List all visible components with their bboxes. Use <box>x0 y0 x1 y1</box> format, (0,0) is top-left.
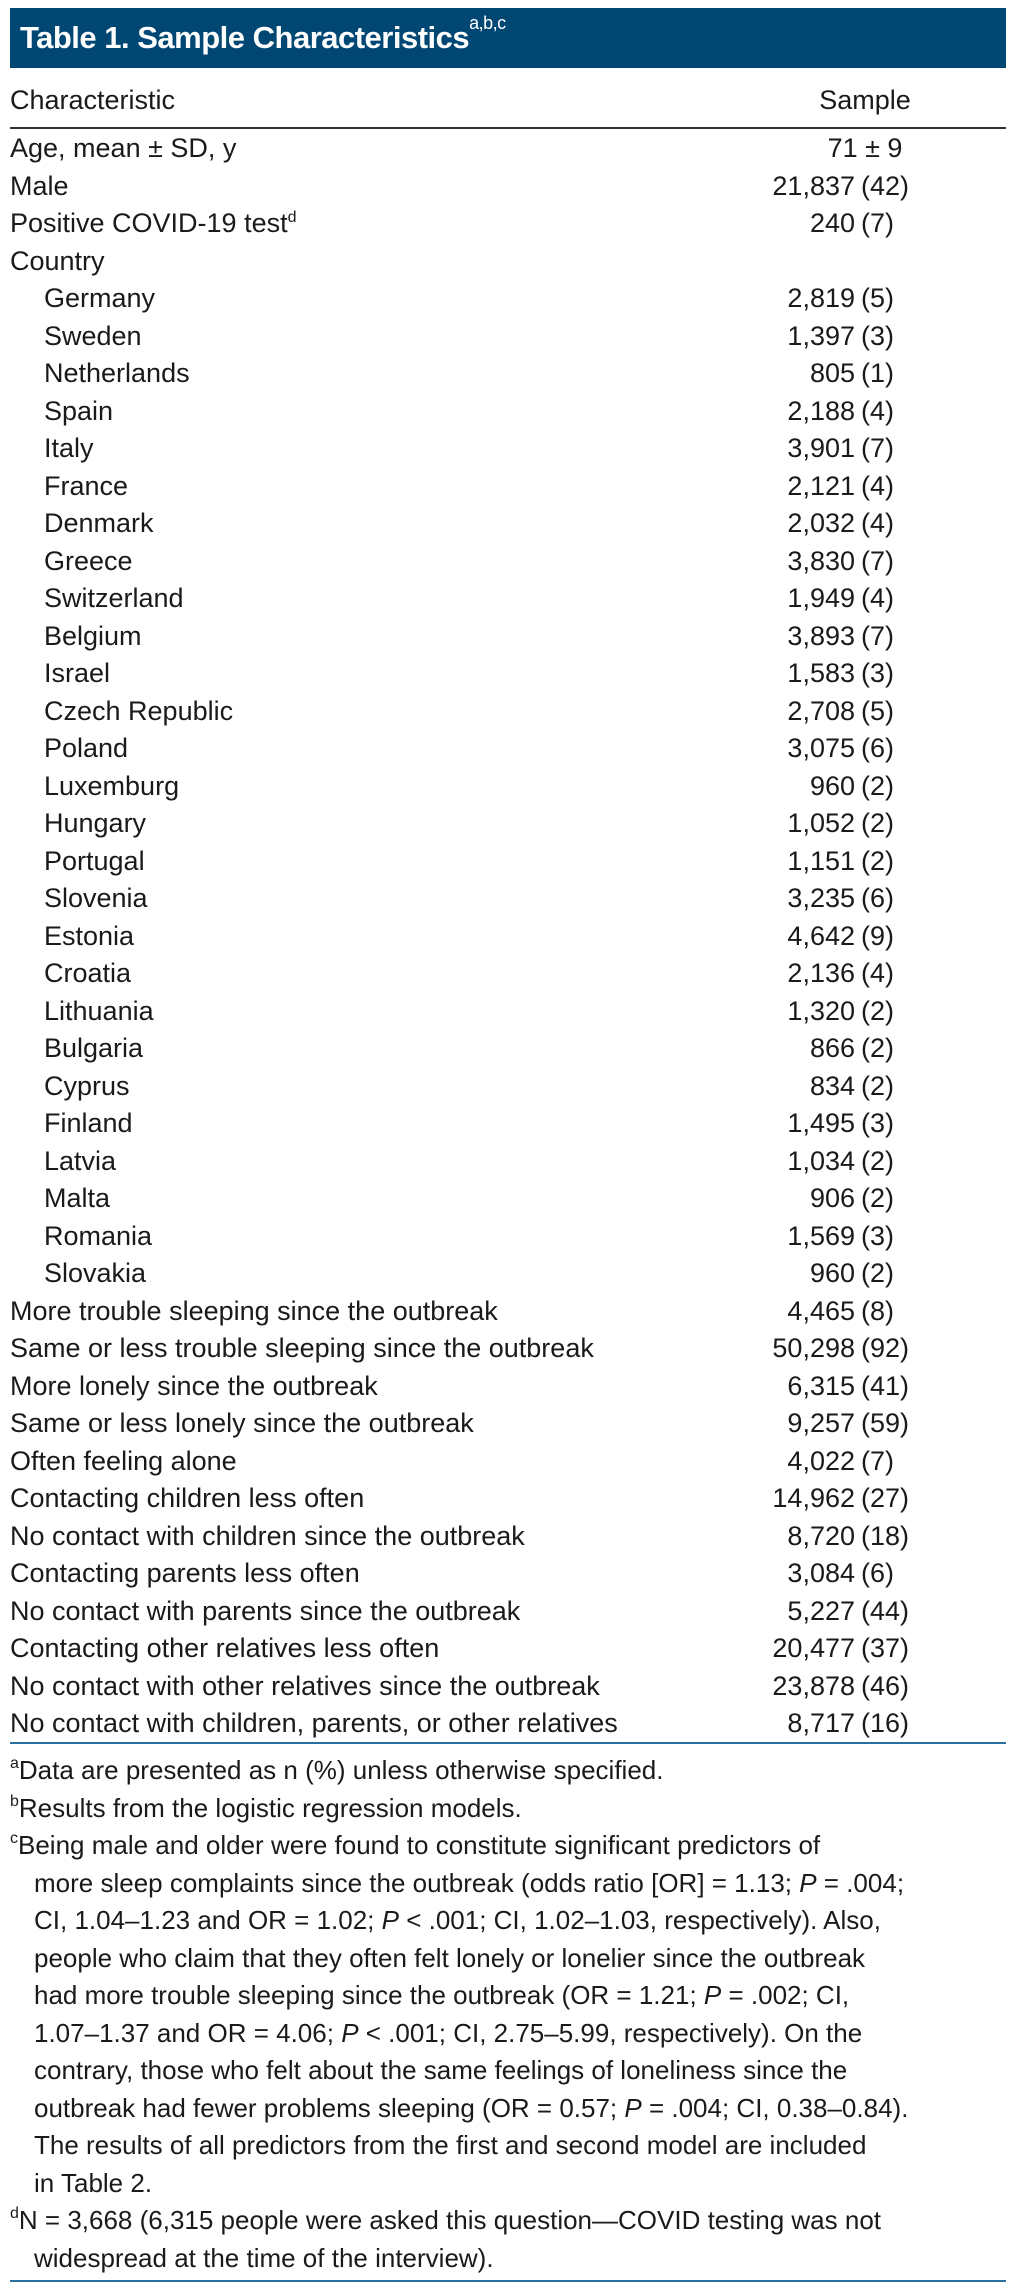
row-percent: (2) <box>861 1258 894 1288</box>
row-label <box>44 693 233 731</box>
row-percent: (3) <box>861 658 894 688</box>
footnote-text: widespread at the time of the interview). <box>34 2242 494 2273</box>
footnote-text: = .002; CI, <box>721 1980 850 2010</box>
table-row <box>10 505 1006 543</box>
row-percent: (6) <box>861 883 894 913</box>
row-percent: (41) <box>861 1370 910 1401</box>
row-label <box>44 1255 146 1293</box>
row-percent: (6) <box>861 733 894 763</box>
table-row <box>10 130 1006 168</box>
row-label <box>10 1443 237 1481</box>
table-row <box>10 880 1006 918</box>
row-label-text: Contacting children less often <box>10 1483 365 1513</box>
row-percent: (2) <box>861 1070 894 1101</box>
row-label <box>10 1705 618 1743</box>
row-percent: (59) <box>861 1408 910 1438</box>
row-label-text: Portugal <box>44 845 145 876</box>
row-label-text: Sweden <box>44 320 142 351</box>
footnote-text: outbreak had fewer problems sleeping (OR = 0.57; <box>34 2092 625 2123</box>
row-count: 3,830 <box>787 545 855 576</box>
footnote-text: = .004; <box>816 1867 905 1898</box>
row-label <box>44 768 179 806</box>
row-percent: (8) <box>861 1295 894 1326</box>
row-percent: (7) <box>861 208 894 238</box>
column-header-sample: Sample <box>819 85 911 115</box>
row-percent: (2) <box>861 1145 894 1176</box>
table-row <box>10 1143 1006 1181</box>
footnote-line <box>10 2127 1006 2165</box>
row-percent: (4) <box>861 395 894 426</box>
table-row <box>10 1255 1006 1293</box>
footnote-line <box>10 2015 1006 2053</box>
table-row <box>10 393 1006 431</box>
row-count: 1,052 <box>787 808 855 838</box>
row-count: 3,084 <box>787 1558 855 1588</box>
footnote-line <box>10 1827 1006 1865</box>
footnote-line <box>10 1902 1006 1940</box>
row-label-text: Netherlands <box>44 358 190 388</box>
row-count: 21,837 <box>772 170 855 201</box>
footnote-line <box>10 1752 1006 1790</box>
footnote-b <box>10 1790 1006 1828</box>
row-percent: (2) <box>861 845 894 876</box>
row-label <box>10 1630 439 1668</box>
row-label-text: Male <box>10 170 69 201</box>
row-label <box>10 1330 594 1368</box>
row-label <box>44 805 146 843</box>
row-label <box>44 430 94 468</box>
table-row <box>10 280 1006 318</box>
row-label <box>44 543 133 581</box>
footnote-mark: b <box>10 1792 19 1810</box>
table-row <box>10 468 1006 506</box>
row-label-text: Croatia <box>44 958 132 988</box>
row-percent: (2) <box>861 1033 894 1063</box>
table-row <box>10 1443 1006 1481</box>
row-count: 1,034 <box>787 1145 855 1176</box>
row-label <box>10 205 297 243</box>
row-count: 8,717 <box>787 1708 855 1738</box>
row-label-text: Italy <box>44 433 94 463</box>
row-percent: (9) <box>861 920 894 951</box>
row-count: 866 <box>809 1033 855 1063</box>
row-percent: (5) <box>861 695 894 726</box>
row-percent: (92) <box>861 1333 910 1363</box>
row-percent: (46) <box>861 1670 910 1701</box>
row-count: 2,188 <box>787 395 855 426</box>
footnote-line <box>10 1940 1006 1978</box>
row-count: 3,901 <box>787 433 855 463</box>
table-row <box>10 918 1006 956</box>
row-label-text: No contact with other relatives since the outbreak <box>10 1670 600 1701</box>
footnote-text: 1.07–1.37 and OR = 4.06; <box>34 2017 342 2048</box>
row-label <box>10 168 69 206</box>
footnote-text: P <box>381 1905 399 1935</box>
table-row <box>10 1518 1006 1556</box>
row-count: 3,235 <box>787 883 855 913</box>
row-label <box>44 580 184 618</box>
row-count: 2,708 <box>787 695 855 726</box>
table-row <box>10 1293 1006 1331</box>
row-percent: (27) <box>861 1483 910 1513</box>
row-count: 906 <box>809 1183 855 1213</box>
footnote-text: P <box>624 2092 642 2123</box>
row-label-text: Latvia <box>44 1145 117 1176</box>
footnote-mark: a <box>10 1755 19 1772</box>
row-label-text: Malta <box>44 1183 111 1213</box>
row-count: 1,583 <box>787 658 855 688</box>
table-row <box>10 1668 1006 1706</box>
table-row <box>10 730 1006 768</box>
footnote-line <box>10 1790 1006 1828</box>
row-label-text: Slovakia <box>44 1258 147 1288</box>
table-row <box>10 1480 1006 1518</box>
table-row <box>10 1030 1006 1068</box>
row-label <box>44 355 190 393</box>
row-label-text: Positive COVID-19 test <box>10 208 288 238</box>
row-percent: (3) <box>861 320 894 351</box>
table-row <box>10 1330 1006 1368</box>
row-label-text: Hungary <box>44 808 147 838</box>
footnote-text: P <box>799 1867 817 1898</box>
table-title-footnote-marks: a,b,c <box>469 13 506 33</box>
row-value: 71 ± 9 <box>827 133 903 163</box>
row-count: 1,495 <box>787 1108 855 1138</box>
table-title-text: Table 1. Sample Characteristics <box>20 20 470 55</box>
row-percent: (7) <box>861 545 894 576</box>
footnote-line <box>10 2052 1006 2090</box>
row-percent: (37) <box>861 1633 910 1663</box>
row-count: 4,465 <box>787 1295 855 1326</box>
table-row <box>10 993 1006 1031</box>
row-count: 1,320 <box>787 995 855 1026</box>
footnote-text: N = 3,668 (6,315 people were asked this question—COVID testing was not <box>18 2205 882 2235</box>
footnote-text: contrary, those who felt about the same feelings of loneliness since the <box>34 2055 848 2085</box>
row-count: 3,893 <box>787 620 855 651</box>
row-label-text: Israel <box>44 658 111 688</box>
row-percent: (44) <box>861 1595 910 1626</box>
row-count: 240 <box>809 208 855 238</box>
footnote-line <box>10 2090 1006 2128</box>
row-count: 805 <box>809 358 855 388</box>
footnote-text: had more trouble sleeping since the outbreak (OR = 1.21; <box>34 1980 704 2010</box>
row-label <box>10 1405 474 1443</box>
row-count: 960 <box>809 1258 855 1288</box>
table-row <box>10 168 1006 206</box>
row-label-text: Contacting parents less often <box>10 1558 360 1588</box>
row-label-text: Same or less lonely since the outbreak <box>10 1408 474 1438</box>
row-label-text: Lithuania <box>44 995 154 1026</box>
row-percent: (3) <box>861 1220 894 1251</box>
row-label <box>44 318 142 356</box>
row-count: 8,720 <box>787 1520 855 1551</box>
table-header-row <box>10 72 1006 128</box>
row-label <box>44 655 110 693</box>
row-label-text: Romania <box>44 1220 153 1251</box>
row-label-text: Switzerland <box>44 583 184 613</box>
row-label-text: Contacting other relatives less often <box>10 1633 440 1663</box>
footnote-mark: d <box>287 209 297 226</box>
row-label <box>44 955 131 993</box>
row-label-text: Often feeling alone <box>10 1445 237 1476</box>
footnote-text: P <box>703 1980 722 2010</box>
footnotes <box>10 1752 1006 2277</box>
row-label <box>44 1068 130 1106</box>
row-label-text: France <box>44 470 129 501</box>
table-row <box>10 1068 1006 1106</box>
row-label <box>44 393 113 431</box>
table-row <box>10 355 1006 393</box>
table-row <box>10 1368 1006 1406</box>
row-label <box>44 468 128 506</box>
table-row <box>10 1405 1006 1443</box>
table-bottom-rule <box>10 1742 1006 1744</box>
row-label <box>44 1143 116 1181</box>
row-label <box>44 1218 152 1256</box>
row-label <box>44 993 154 1031</box>
footnote-c <box>10 1827 1006 2202</box>
footnote-line <box>10 1977 1006 2015</box>
footnote-text: The results of all predictors from the first and second model are included <box>34 2130 867 2160</box>
row-count: 9,257 <box>787 1408 855 1438</box>
row-count: 5,227 <box>787 1595 855 1626</box>
row-percent: (2) <box>861 1183 894 1213</box>
row-count: 23,878 <box>772 1670 855 1701</box>
table-row <box>10 205 1006 243</box>
row-percent: (4) <box>861 958 894 988</box>
row-percent: (7) <box>861 620 894 651</box>
row-percent: (4) <box>861 470 894 501</box>
footnote-line <box>10 2240 1006 2278</box>
row-label-text: Country <box>10 245 105 276</box>
table-row <box>10 1218 1006 1256</box>
table-row <box>10 955 1006 993</box>
row-label-text: Slovenia <box>44 883 148 913</box>
table-row <box>10 430 1006 468</box>
footnote-text: more sleep complaints since the outbreak (odds ratio [OR] = 1.13; <box>34 1867 800 1898</box>
row-label <box>10 1293 498 1331</box>
footnote-mark: c <box>10 1830 18 1847</box>
footnote-line <box>10 2165 1006 2203</box>
footnote-text: = .004; CI, 0.38–0.84). <box>641 2092 909 2123</box>
row-label <box>10 243 105 281</box>
row-count: 4,642 <box>787 920 855 951</box>
row-label-text: Spain <box>44 395 114 426</box>
row-label-text: More lonely since the outbreak <box>10 1370 378 1401</box>
row-label <box>10 130 236 168</box>
row-label <box>44 618 142 656</box>
row-label-text: Estonia <box>44 920 135 951</box>
table-row <box>10 1593 1006 1631</box>
footnote-d <box>10 2202 1006 2277</box>
row-percent: (7) <box>861 433 894 463</box>
row-label <box>10 1518 525 1556</box>
table-title <box>10 8 1006 68</box>
row-count: 960 <box>809 770 855 801</box>
table-row <box>10 843 1006 881</box>
row-count: 14,962 <box>772 1483 855 1513</box>
row-percent: (1) <box>861 358 894 388</box>
row-count: 1,151 <box>787 845 855 876</box>
footnote-line <box>10 2202 1006 2240</box>
row-label-text: Greece <box>44 545 133 576</box>
row-count: 20,477 <box>772 1633 855 1663</box>
footnotes-bottom-rule <box>10 2280 1006 2282</box>
row-percent: (5) <box>861 283 894 313</box>
footnote-a <box>10 1752 1006 1790</box>
footnote-text: in Table 2. <box>34 2167 153 2198</box>
row-count: 2,032 <box>787 508 855 538</box>
table-row <box>10 693 1006 731</box>
row-percent: (4) <box>861 508 894 538</box>
row-count: 2,136 <box>787 958 855 988</box>
row-count: 2,819 <box>787 283 855 313</box>
row-percent: (18) <box>861 1520 910 1551</box>
row-label-text: Same or less trouble sleeping since the outbreak <box>10 1333 594 1363</box>
row-percent: (6) <box>861 1558 894 1588</box>
row-count: 834 <box>809 1070 855 1101</box>
row-count: 1,397 <box>787 320 855 351</box>
row-count: 50,298 <box>772 1333 855 1363</box>
footnote-text: < .001; CI, 2.75–5.99, respectively). On the <box>358 2017 863 2048</box>
table-row <box>10 805 1006 843</box>
row-label-text: Belgium <box>44 620 142 651</box>
row-label <box>44 505 154 543</box>
table-row <box>10 1630 1006 1668</box>
row-percent: (7) <box>861 1445 894 1476</box>
row-label-text: Poland <box>44 733 129 763</box>
row-count: 3,075 <box>787 733 855 763</box>
row-percent: (2) <box>861 995 894 1026</box>
row-label-text: No contact with parents since the outbreak <box>10 1595 521 1626</box>
footnote-text: Data are presented as n (%) unless otherwise specified. <box>18 1755 664 1785</box>
column-header-characteristic: Characteristic <box>10 85 176 115</box>
row-percent: (2) <box>861 770 894 801</box>
row-count: 4,022 <box>787 1445 855 1476</box>
row-label <box>44 1180 110 1218</box>
row-label <box>10 1480 364 1518</box>
row-label <box>10 1668 600 1706</box>
row-label-text: Age, mean ± SD, y <box>10 133 237 163</box>
footnote-text: people who claim that they often felt lonely or lonelier since the outbreak <box>34 1942 866 1973</box>
footnote-line <box>10 1865 1006 1903</box>
row-percent: (3) <box>861 1108 894 1138</box>
row-percent: (42) <box>861 170 910 201</box>
row-count: 1,949 <box>787 583 855 613</box>
row-label <box>10 1368 378 1406</box>
row-label-text: No contact with children since the outbreak <box>10 1520 525 1551</box>
header-rule <box>10 127 1006 129</box>
row-count: 6,315 <box>787 1370 855 1401</box>
row-label-text: No contact with children, parents, or other relatives <box>10 1708 618 1738</box>
row-count: 1,569 <box>787 1220 855 1251</box>
table-row <box>10 1705 1006 1743</box>
row-label-text: Czech Republic <box>44 695 234 726</box>
table-row <box>10 655 1006 693</box>
table-row <box>10 543 1006 581</box>
table-body <box>10 130 1006 1743</box>
row-label-text: Germany <box>44 283 156 313</box>
table-row <box>10 1180 1006 1218</box>
footnote-mark: d <box>10 2205 19 2222</box>
row-count: 2,121 <box>787 470 855 501</box>
footnote-text: CI, 1.04–1.23 and OR = 1.02; <box>34 1905 382 1935</box>
table-row <box>10 318 1006 356</box>
table-row <box>10 1555 1006 1593</box>
row-label-text: Luxemburg <box>44 770 180 801</box>
row-label-text: Cyprus <box>44 1070 130 1101</box>
footnote-text: < .001; CI, 1.02–1.03, respectively). Also, <box>398 1905 881 1935</box>
table-row <box>10 768 1006 806</box>
row-label-text: Bulgaria <box>44 1033 144 1063</box>
row-label <box>10 1593 520 1631</box>
row-label <box>44 1030 143 1068</box>
table-row <box>10 1105 1006 1143</box>
row-label <box>44 880 148 918</box>
row-label <box>44 1105 133 1143</box>
row-label <box>44 730 128 768</box>
table-row <box>10 580 1006 618</box>
row-label <box>44 280 155 318</box>
row-label <box>44 843 145 881</box>
row-label-text: More trouble sleeping since the outbreak <box>10 1295 498 1326</box>
row-label-text: Denmark <box>44 508 154 538</box>
row-percent: (2) <box>861 808 894 838</box>
row-percent: (4) <box>861 583 894 613</box>
row-label-text: Finland <box>44 1108 133 1138</box>
table-row <box>10 243 1006 281</box>
row-label <box>44 918 134 956</box>
footnote-text: P <box>341 2017 359 2048</box>
row-label <box>10 1555 360 1593</box>
footnote-text: Being male and older were found to constitute significant predictors of <box>18 1830 821 1860</box>
footnote-text: Results from the logistic regression models. <box>18 1792 522 1823</box>
table-row <box>10 618 1006 656</box>
row-percent: (16) <box>861 1708 910 1738</box>
